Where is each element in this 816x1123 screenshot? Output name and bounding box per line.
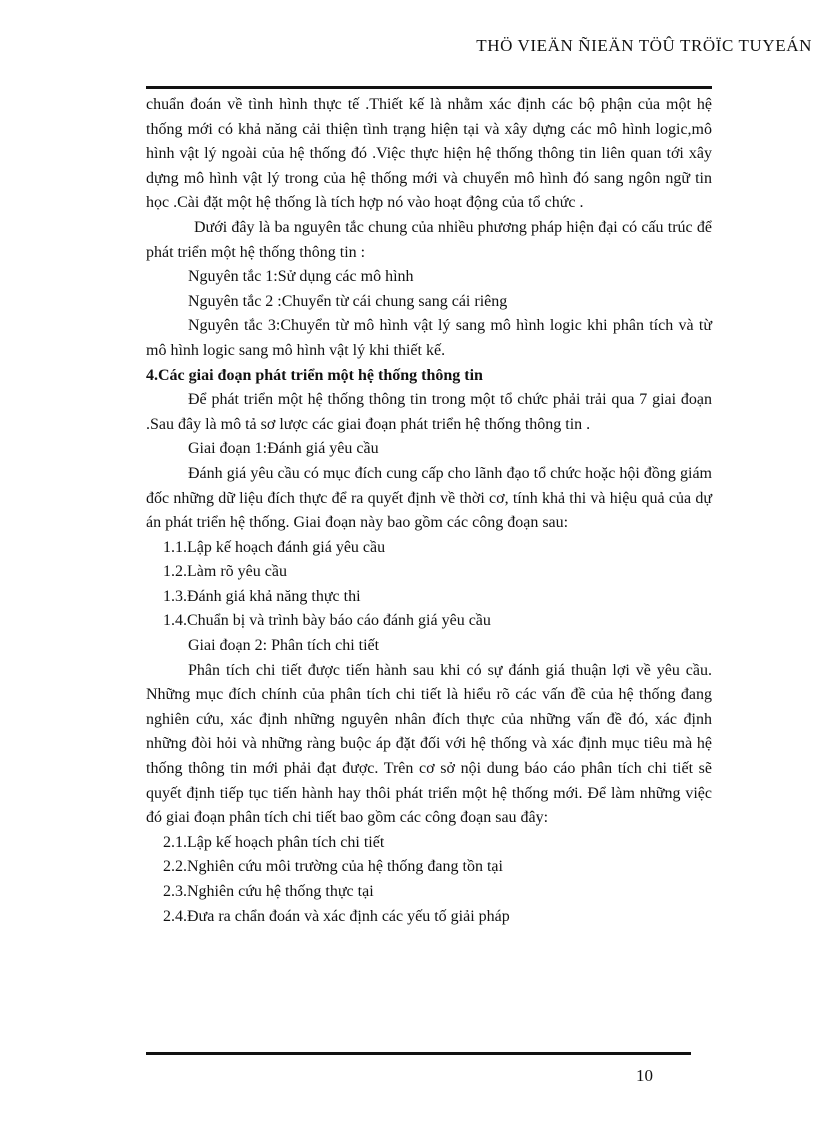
header-rule xyxy=(146,86,712,89)
paragraph-intro: chuẩn đoán về tình hình thực tế .Thiết kế là nhằm xác định các bộ phận của một hệ thống mới có khả năng cải thiện tình trạng hiện tại và xây dựng các mô hình logic,mô hình vật lý ngoài của hệ thống đó .Việc thực hiện hệ thống thông tin liên quan tới xây dựng mô hình vật lý trong của hệ thống mới và chuyển mô hình đó sang ngôn ngữ tin học .Cài đặt một hệ thống là tích hợp nó vào hoạt động của tổ chức . xyxy=(146,96,712,212)
list-item: 1.1.Lập kế hoạch đánh giá yêu cầu xyxy=(163,538,386,556)
list-item: 1.2.Làm rõ yêu cầu xyxy=(163,563,287,581)
principle-1: Nguyên tắc 1:Sử dụng các mô hình xyxy=(188,268,414,286)
stage-2-description: Phân tích chi tiết được tiến hành sau khi có sự đánh giá thuận lợi về yêu cầu. Những mục đích chính của phân tích chi tiết là hiểu rõ các vấn đề của hệ thống đang nghiên cứu, xác định những nguyên nhân đích thực của những vấn đề đó, xác định những đòi hỏi và những ràng buộc áp đặt đối với hệ thống và xác định mục tiêu mà hệ thống thông tin mới phải đạt được. Trên cơ sở nội dung báo cáo phân tích chi tiết sẽ quyết định tiếp tục tiến hành hay thôi phát triển một hệ thống mới. Để làm những việc đó giai đoạn phân tích chi tiết bao gồm các công đoạn sau đây: xyxy=(146,661,712,827)
stage-1-description: Đánh giá yêu cầu có mục đích cung cấp cho lãnh đạo tổ chức hoặc hội đồng giám đốc những dữ liệu đích thực để ra quyết định về thời cơ, tính khả thi và hiệu quả của dự án phát triển hệ thống. Giai đoạn này bao gồm các công đoạn sau: xyxy=(146,464,712,532)
stage-1-title: Giai đoạn 1:Đánh giá yêu cầu xyxy=(188,440,379,458)
stage-2-title: Giai đoạn 2: Phân tích chi tiết xyxy=(188,637,380,655)
principle-3: Nguyên tắc 3:Chuyển từ mô hình vật lý sang mô hình logic khi phân tích và từ mô hình logic sang mô hình vật lý khi thiết kế. xyxy=(146,317,712,359)
list-item: 2.3.Nghiên cứu hệ thống thực tại xyxy=(163,883,374,900)
section-heading: 4.Các giai đoạn phát triển một hệ thống thông tin xyxy=(146,366,483,384)
running-header: THÖ VIEÄN ÑIEÄN TÖÛ TRÖÏC TUYEÁN xyxy=(476,36,812,55)
footer-rule xyxy=(146,1052,691,1055)
list-item: 2.2.Nghiên cứu môi trường của hệ thống đang tồn tại xyxy=(163,858,503,876)
paragraph-principles-intro: Dưới đây là ba nguyên tắc chung của nhiều phương pháp hiện đại có cấu trúc để phát triển một hệ thống thông tin : xyxy=(146,218,712,261)
paragraph-stages-intro: Để phát triển một hệ thống thông tin trong một tổ chức phải trải qua 7 giai đoạn .Sau đây là mô tả sơ lược các giai đoạn phát triển hệ thống thông tin . xyxy=(146,391,712,433)
page-number: 10 xyxy=(636,1066,653,1085)
page-body xyxy=(146,93,712,929)
list-item: 1.3.Đánh giá khả năng thực thi xyxy=(163,587,361,605)
list-item: 2.4.Đưa ra chẩn đoán và xác định các yếu tố giải pháp xyxy=(163,907,510,925)
principle-2: Nguyên tắc 2 :Chuyển từ cái chung sang cái riêng xyxy=(188,292,508,310)
list-item: 1.4.Chuẩn bị và trình bày báo cáo đánh giá yêu cầu xyxy=(163,612,491,630)
list-item: 2.1.Lập kế hoạch phân tích chi tiết xyxy=(163,833,385,851)
